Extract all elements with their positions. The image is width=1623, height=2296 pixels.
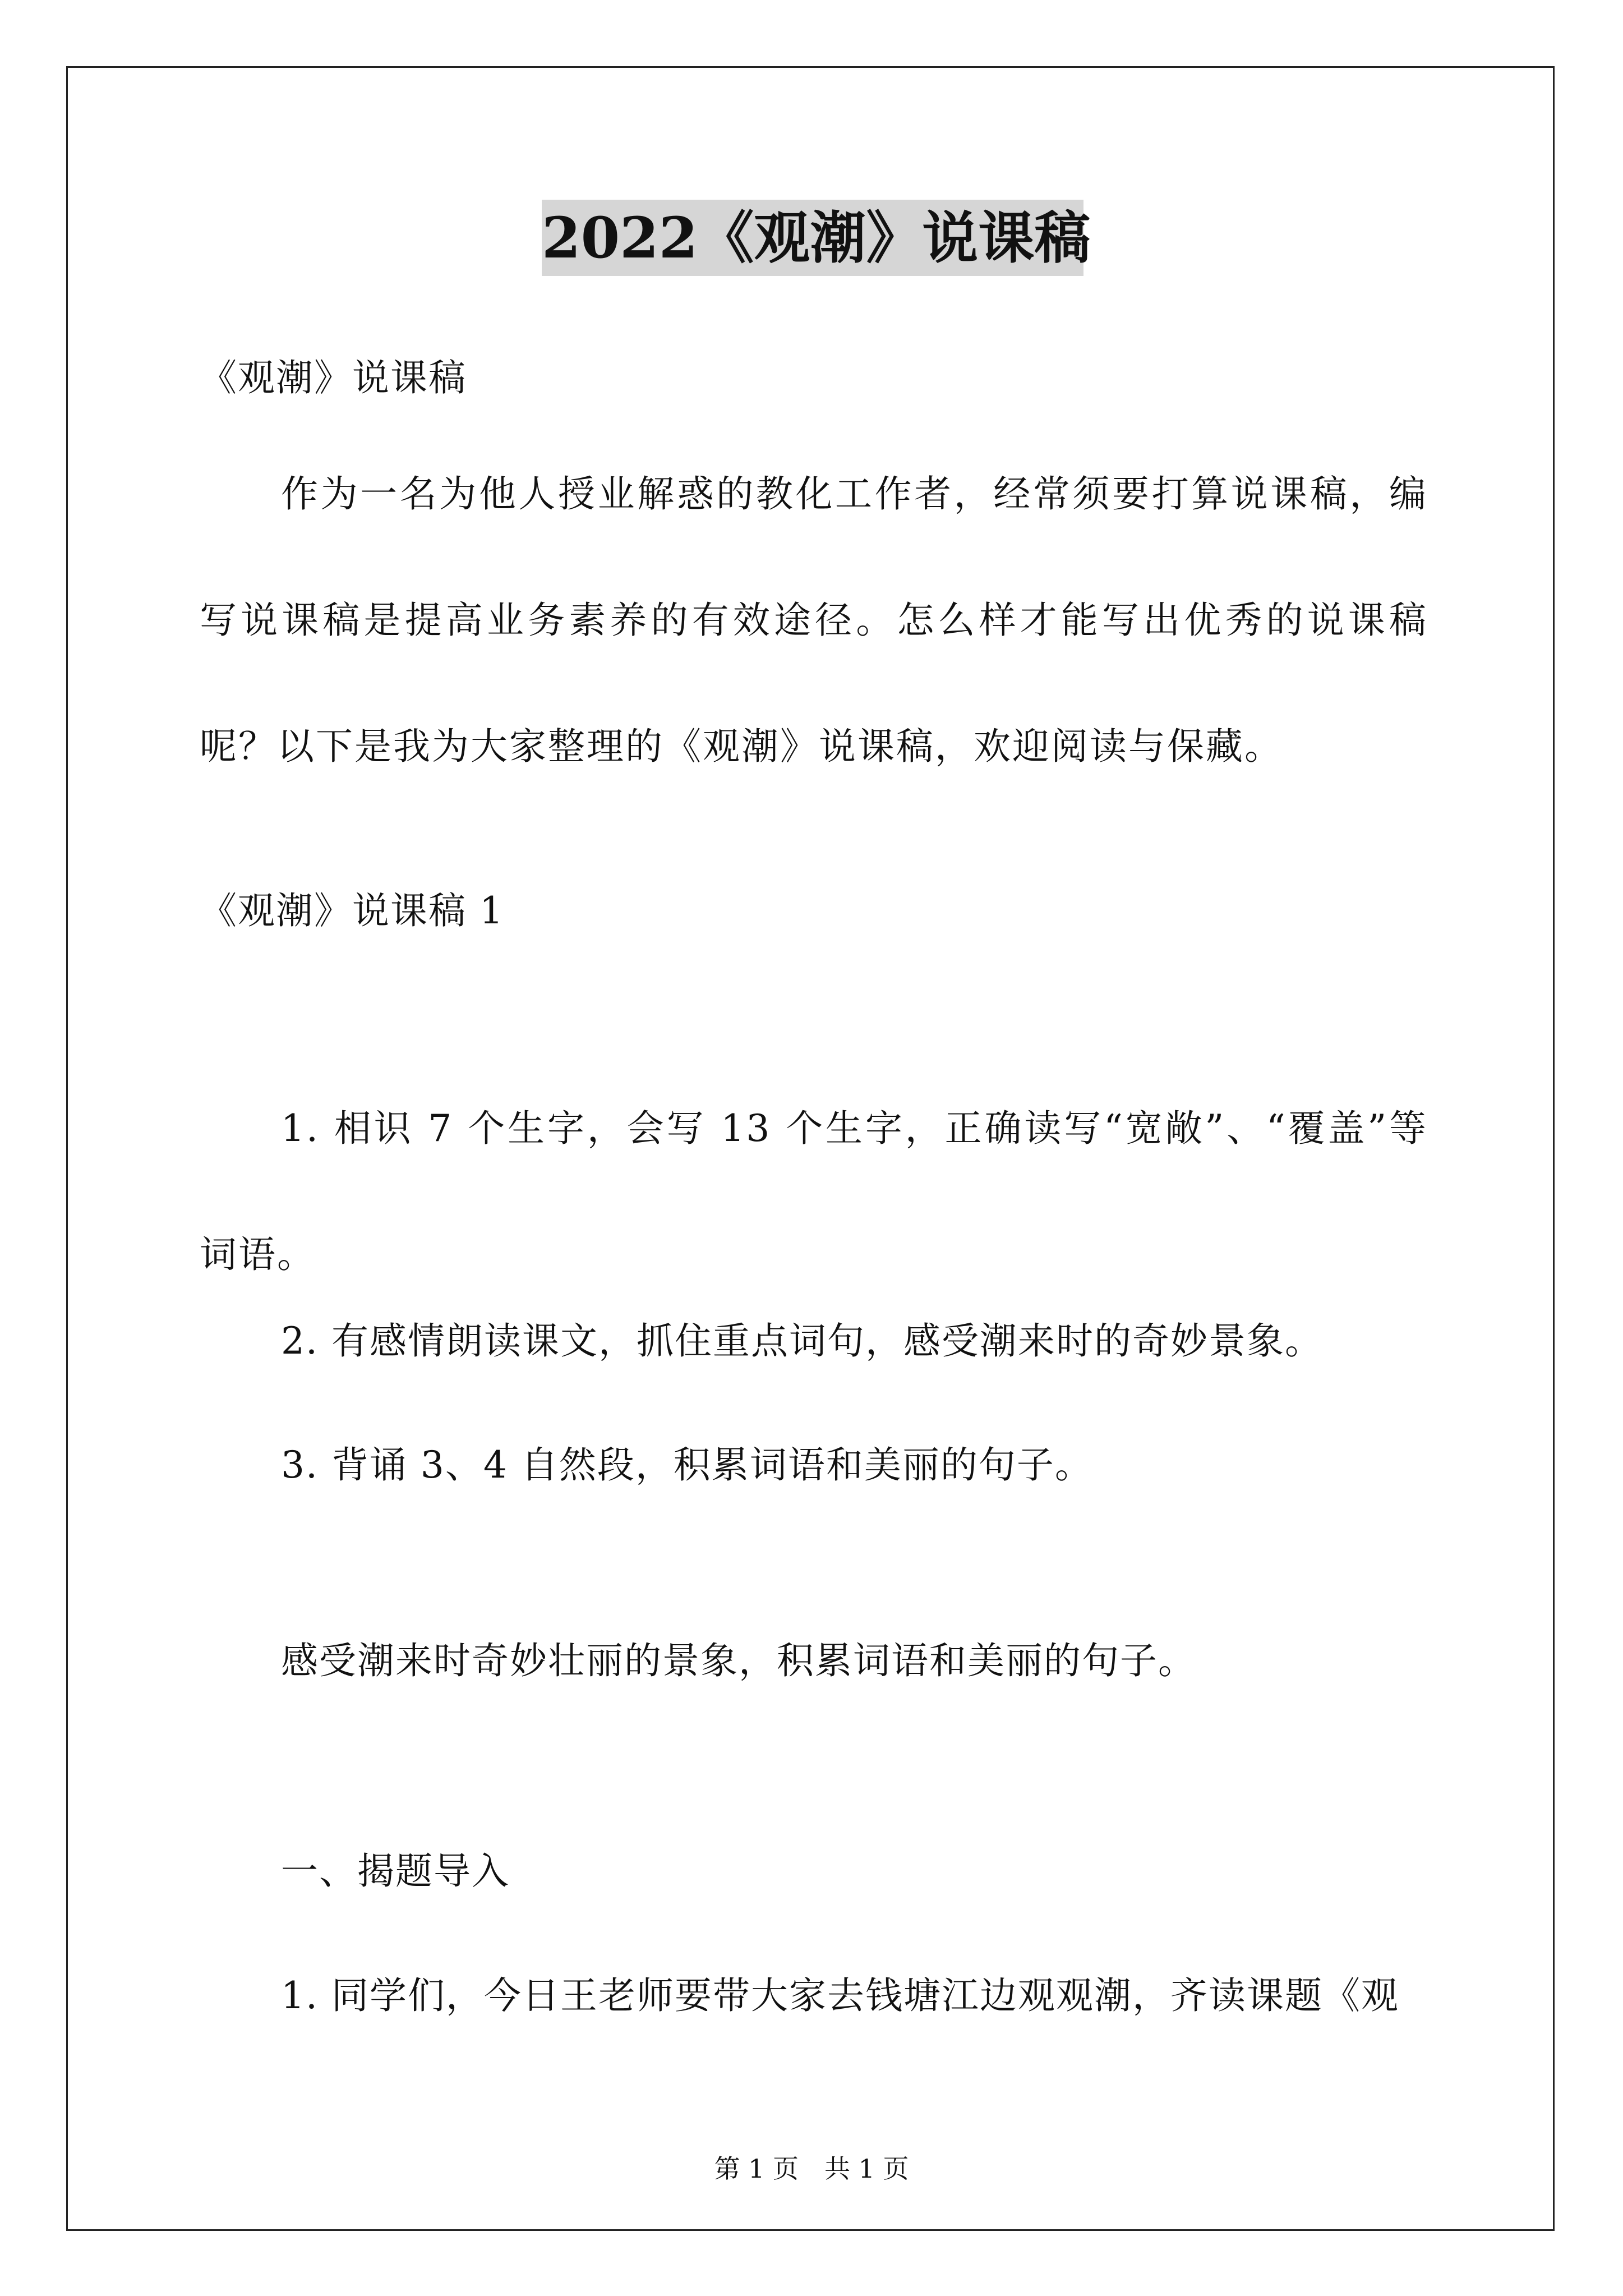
key-point-line: 感受潮来时奇妙壮丽的景象，积累词语和美丽的句子。 <box>281 1639 1196 1682</box>
intro-paragraph: 作为一名为他人授业解惑的教化工作者，经常须要打算说课稿，编写说课稿是提高业务素养的有效途径。怎么样才能写出优秀的说课稿呢？以下是我为大家整理的《观潮》说课稿，欢迎阅读与保藏。 <box>200 472 1428 768</box>
goal-3-line: 3. 背诵 3、4 自然段，积累词语和美丽的句子。 <box>281 1443 1093 1487</box>
page-footer: 第 1 页 共 1 页 <box>714 2154 909 2184</box>
doc-heading: 《观潮》说课稿 <box>200 356 467 399</box>
goal-2-line: 2. 有感情朗读课文，抓住重点词句，感受潮来时的奇妙景象。 <box>281 1319 1323 1363</box>
document-title: 2022《观潮》说课稿 <box>542 200 1083 276</box>
part-1-heading: 一、揭题导入 <box>281 1849 510 1893</box>
goal-1-paragraph: 1. 相识 7 个生字，会写 13 个生字，正确读写“宽敞”、“覆盖”等词语。 <box>200 1107 1428 1276</box>
part-1-first-line: 1. 同学们，今日王老师要带大家去钱塘江边观观潮，齐读课题《观 <box>281 1974 1399 2017</box>
section-heading: 《观潮》说课稿 1 <box>200 889 504 932</box>
